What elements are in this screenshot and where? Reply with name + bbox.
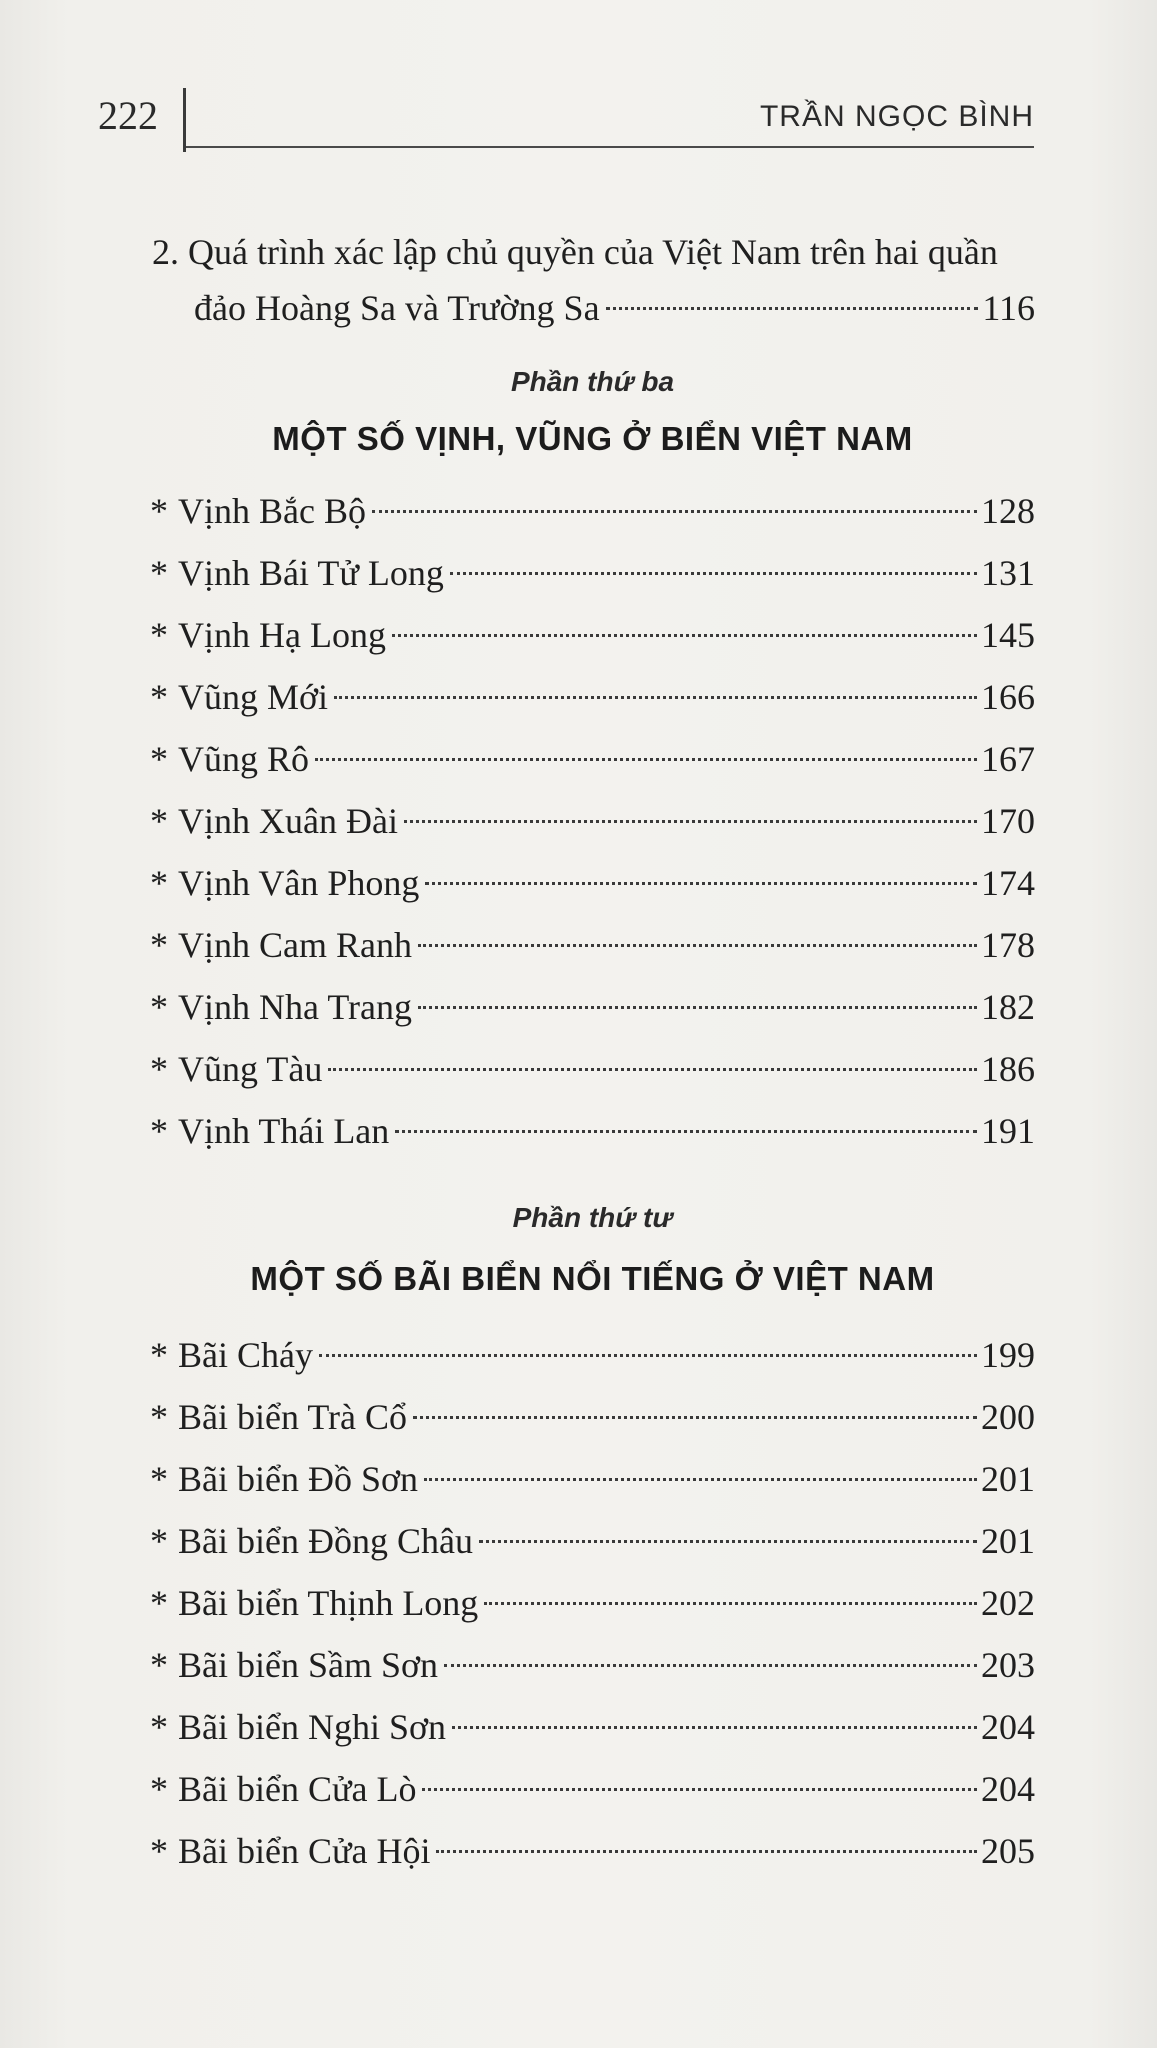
dot-leader <box>328 1068 977 1071</box>
dot-leader <box>372 510 977 513</box>
bullet-star: * <box>150 553 168 593</box>
bullet-star: * <box>150 1645 168 1685</box>
toc-entry-label: Vũng Tàu <box>178 1049 323 1089</box>
toc-entry-label: Bãi Cháy <box>178 1335 313 1375</box>
toc-entry-label: Bãi biển Thịnh Long <box>178 1583 479 1623</box>
bullet-star: * <box>150 1459 168 1499</box>
dot-leader <box>436 1850 977 1853</box>
toc-entry-label: đảo Hoàng Sa và Trường Sa <box>194 288 600 328</box>
bullet-star: * <box>150 1397 168 1437</box>
toc-entry <box>150 1696 1035 1758</box>
toc-entry-page: 170 <box>981 801 1035 841</box>
bullet-star: * <box>150 925 168 965</box>
bullet-star: * <box>150 1335 168 1375</box>
toc-entry <box>150 914 1035 976</box>
toc-entry-page: 178 <box>981 925 1035 965</box>
toc-entry-page: 204 <box>981 1769 1035 1809</box>
toc-entry-page: 131 <box>981 553 1035 593</box>
dot-leader <box>418 944 977 947</box>
toc-entry <box>150 1572 1035 1634</box>
toc-entry-label: Vịnh Cam Ranh <box>178 925 412 965</box>
section-items <box>150 1324 1035 1882</box>
toc-entry <box>150 1634 1035 1696</box>
toc-entry-page: 186 <box>981 1049 1035 1089</box>
bullet-star: * <box>150 1769 168 1809</box>
bullet-star: * <box>150 1583 168 1623</box>
toc-entry-page: 174 <box>981 863 1035 903</box>
toc-entry-page: 201 <box>981 1521 1035 1561</box>
toc-entry <box>150 542 1035 604</box>
section-title: MỘT SỐ VỊNH, VŨNG Ở BIỂN VIỆT NAM <box>272 420 913 457</box>
toc-entry-page: 116 <box>982 288 1035 328</box>
toc-entry <box>150 604 1035 666</box>
toc-entry-page: 128 <box>981 491 1035 531</box>
bullet-star: * <box>150 1049 168 1089</box>
bullet-star: * <box>150 1111 168 1151</box>
dot-leader <box>334 696 977 699</box>
bullet-star: * <box>150 987 168 1027</box>
toc-entry-page: 166 <box>981 677 1035 717</box>
toc-entry <box>150 790 1035 852</box>
toc-entry <box>150 728 1035 790</box>
running-title: TRẦN NGỌC BÌNH <box>759 100 1034 133</box>
toc-entry-label: Vịnh Bắc Bộ <box>178 491 366 531</box>
toc-entry <box>150 1448 1035 1510</box>
dot-leader <box>606 307 979 310</box>
toc-entry-label: Bãi biển Trà Cổ <box>178 1397 408 1437</box>
toc-entry-page: 182 <box>981 987 1035 1027</box>
dot-leader <box>424 1478 977 1481</box>
header-divider-bar <box>183 88 186 152</box>
bullet-star: * <box>150 863 168 903</box>
toc-content <box>150 224 1035 1882</box>
dot-leader <box>422 1788 977 1791</box>
toc-entry-label: Bãi biển Cửa Hội <box>178 1831 431 1871</box>
bullet-star: * <box>150 615 168 655</box>
toc-entry-page: 203 <box>981 1645 1035 1685</box>
toc-entry <box>150 480 1035 542</box>
toc-entry-label: Vịnh Vân Phong <box>178 863 420 903</box>
toc-entry-page: 200 <box>981 1397 1035 1437</box>
dot-leader <box>484 1602 977 1605</box>
toc-entry-page: 201 <box>981 1459 1035 1499</box>
dot-leader <box>315 758 977 761</box>
toc-entry-intro-line1: 2. Quá trình xác lập chủ quyền của Việt Nam trên hai quần <box>152 232 998 272</box>
section-title: MỘT SỐ BÃI BIỂN NỔI TIẾNG Ở VIỆT NAM <box>250 1260 935 1297</box>
bullet-star: * <box>150 739 168 779</box>
toc-entry-label: Vịnh Nha Trang <box>178 987 413 1027</box>
toc-entry <box>150 1510 1035 1572</box>
bullet-star: * <box>150 1831 168 1871</box>
toc-entry-label: Bãi biển Đồng Châu <box>178 1521 473 1561</box>
section-part-four <box>150 1202 1035 1882</box>
toc-entry <box>150 666 1035 728</box>
bullet-star: * <box>150 491 168 531</box>
toc-entry-label: Bãi biển Nghi Sơn <box>178 1707 447 1747</box>
header-rule <box>186 146 1034 148</box>
toc-entry-page: 145 <box>981 615 1035 655</box>
toc-entry-label: Bãi biển Cửa Lò <box>178 1769 417 1809</box>
page-number: 222 <box>98 93 158 138</box>
toc-entry <box>150 1038 1035 1100</box>
dot-leader <box>395 1130 977 1133</box>
toc-entry-label: Vũng Mới <box>178 677 329 717</box>
toc-entry-label: Bãi biển Đồ Sơn <box>178 1459 419 1499</box>
dot-leader <box>450 572 977 575</box>
dot-leader <box>413 1416 977 1419</box>
dot-leader <box>452 1726 977 1729</box>
toc-entry-page: 199 <box>981 1335 1035 1375</box>
section-label: Phần thứ ba <box>510 366 675 397</box>
toc-entry-label: Vũng Rô <box>178 739 310 779</box>
dot-leader <box>425 882 977 885</box>
toc-entry-page: 204 <box>981 1707 1035 1747</box>
dot-leader <box>319 1354 977 1357</box>
toc-entry <box>150 1386 1035 1448</box>
page-header <box>0 0 1157 160</box>
dot-leader <box>444 1664 977 1667</box>
section-part-three <box>150 366 1035 1162</box>
toc-entry <box>150 1324 1035 1386</box>
toc-entry <box>150 1758 1035 1820</box>
toc-entry-page: 205 <box>981 1831 1035 1871</box>
bullet-star: * <box>150 677 168 717</box>
toc-entry <box>150 976 1035 1038</box>
dot-leader <box>392 634 977 637</box>
toc-entry-page: 202 <box>981 1583 1035 1623</box>
toc-entry-label: Vịnh Hạ Long <box>178 615 386 655</box>
toc-entry <box>150 1100 1035 1162</box>
toc-entry <box>150 852 1035 914</box>
section-items <box>150 480 1035 1162</box>
toc-entry-intro-line2 <box>150 280 1035 336</box>
dot-leader <box>404 820 977 823</box>
bullet-star: * <box>150 1521 168 1561</box>
toc-entry-label: Bãi biển Sầm Sơn <box>178 1645 439 1685</box>
toc-entry-label: Vịnh Thái Lan <box>178 1111 390 1151</box>
toc-entry <box>150 1820 1035 1882</box>
dot-leader <box>479 1540 977 1543</box>
bullet-star: * <box>150 1707 168 1747</box>
toc-entry-intro <box>150 224 1035 336</box>
dot-leader <box>418 1006 977 1009</box>
toc-entry-label: Vịnh Bái Tử Long <box>178 553 444 593</box>
toc-entry-page: 167 <box>981 739 1035 779</box>
toc-entry-label: Vịnh Xuân Đài <box>178 801 398 841</box>
section-label: Phần thứ tư <box>512 1202 673 1233</box>
toc-entry-page: 191 <box>981 1111 1035 1151</box>
bullet-star: * <box>150 801 168 841</box>
